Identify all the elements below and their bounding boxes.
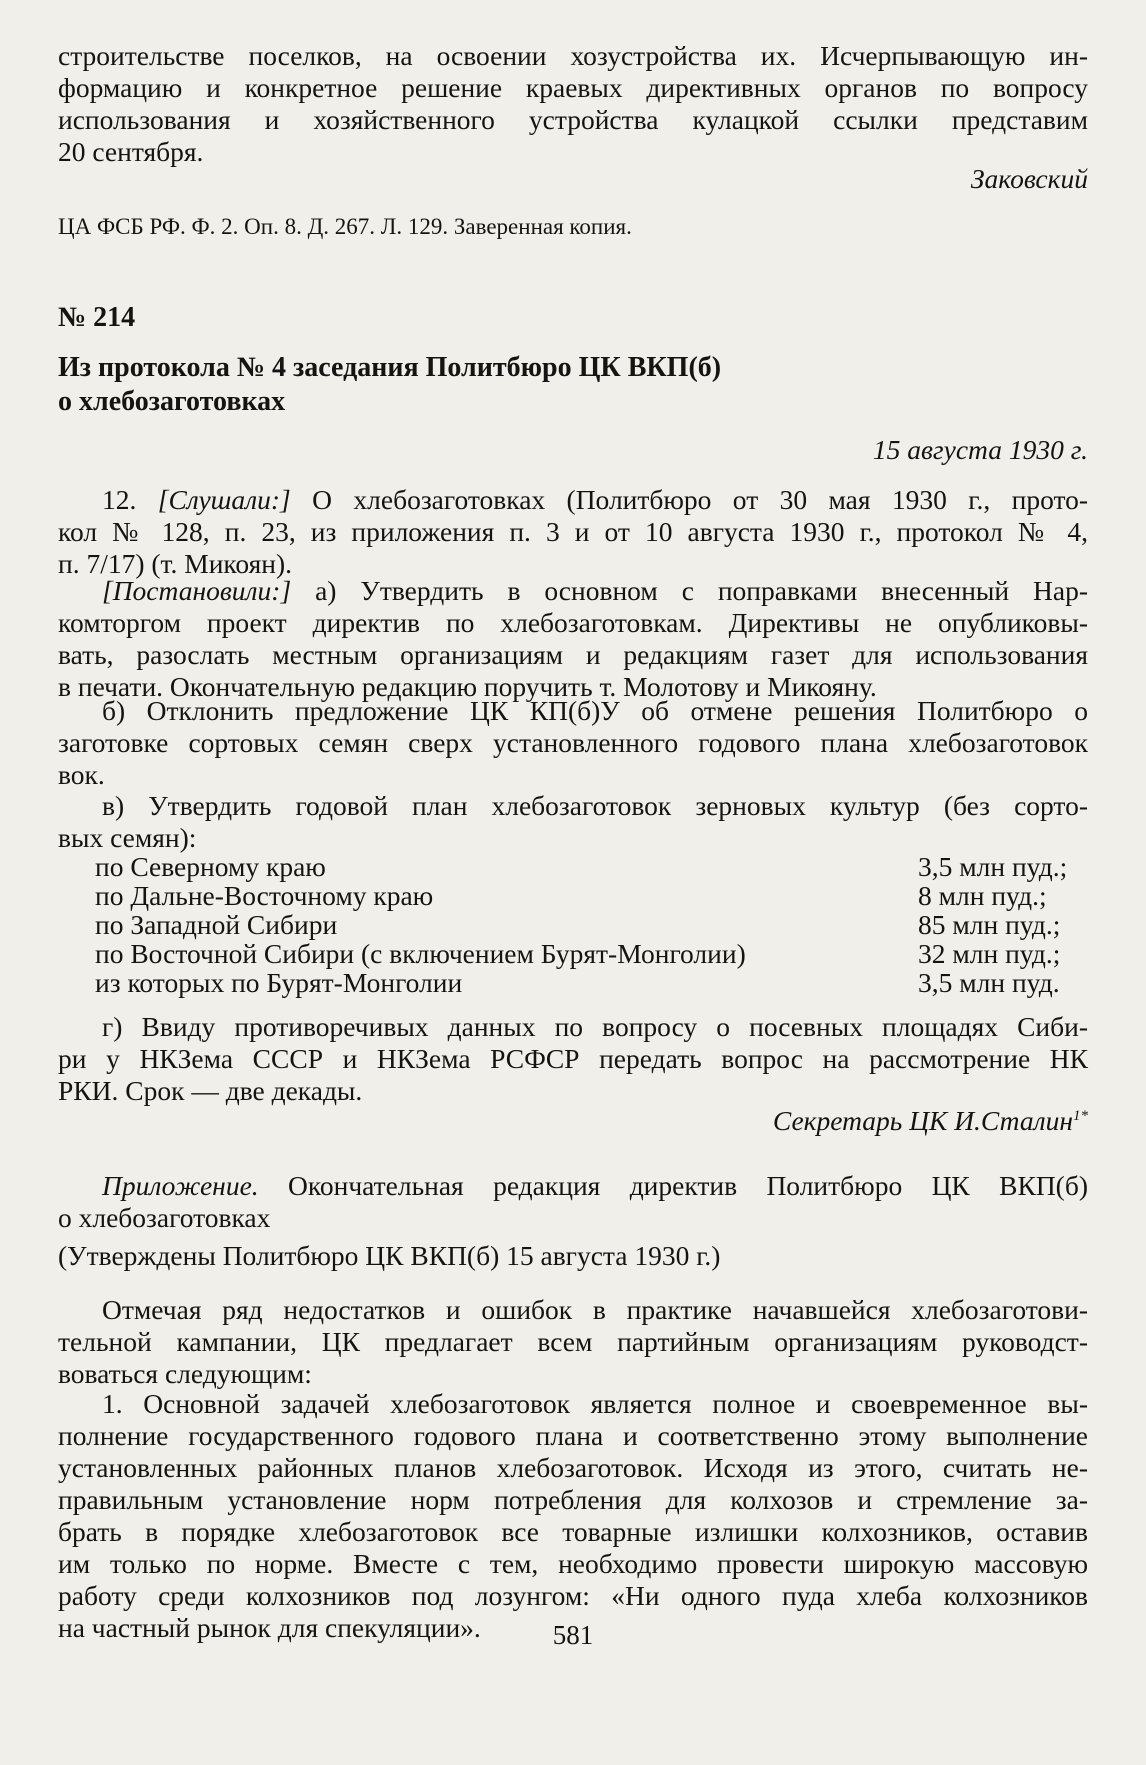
slushali-label: [Слушали:] (157, 484, 291, 515)
text-line: Отмечая ряд недостатков и ошибок в практике начавшейся хлебозаготови- (102, 1294, 1088, 1325)
text-line: тельной кампании, ЦК предлагает всем партийным организациям руководст- (58, 1326, 1088, 1357)
footnote-mark: 1* (1073, 1108, 1088, 1124)
plan-row (58, 852, 1088, 881)
item-a (58, 575, 1088, 703)
approval-note: (Утверждены Политбюро ЦК ВКП(б) 15 августа 1930 г.) (58, 1240, 721, 1271)
item-number: 12. (102, 484, 137, 515)
text-line: о хлебозаготовках (58, 1202, 271, 1233)
plan-region: по Северному краю (95, 851, 326, 882)
plan-region: по Дальне-Восточному краю (95, 880, 434, 911)
appendix-label: Приложение. (102, 1170, 259, 1201)
harvest-plan-table (58, 852, 1088, 997)
text-line: РКИ. Срок — две декады. (58, 1075, 363, 1106)
signature-stalin (58, 1100, 1088, 1137)
item-v (58, 790, 1088, 854)
plan-row (58, 968, 1088, 997)
text-line: 20 сентября. (58, 136, 204, 167)
text-line: вать, разослать местным организациям и редакциям газет для использования (58, 639, 1088, 670)
plan-row (58, 939, 1088, 968)
text-line (58, 1170, 1088, 1202)
text-line: строительстве поселков, на освоении хозустройства их. Исчерпывающую ин- (58, 40, 1088, 71)
text-line: вок. (58, 759, 105, 790)
text-line: им только по норме. Вместе с тем, необходимо провести широкую массовую (58, 1548, 1088, 1579)
text-span: Окончательная редакция директив Политбюро ЦК ВКП(б) (288, 1170, 1088, 1201)
plan-region: из которых по Бурят-Монголии (95, 967, 463, 998)
text-line (58, 575, 1088, 607)
plan-region: по Восточной Сибири (с включением Бурят-Монголии) (95, 938, 746, 969)
page-number: 581 (552, 1620, 594, 1650)
text-line: 1. Основной задачей хлебозаготовок является полное и своевременное вы- (102, 1388, 1088, 1419)
text-line: воваться следующим: (58, 1358, 312, 1389)
text-line (58, 484, 1088, 516)
text-span: О хлебозаготовках (Политбюро от 30 мая 1930 г., прото- (312, 484, 1089, 515)
text-line: в) Утвердить годовой план хлебозаготовок зерновых культур (без сорто- (102, 790, 1088, 821)
document-title (58, 351, 1088, 419)
text-line: в печати. Окончательную редакцию поручить т. Молотову и Микояну. (58, 671, 877, 702)
item-12 (58, 484, 1088, 580)
text-span: а) Утвердить в основном с поправками внесенный Нар- (315, 575, 1089, 606)
text-line: вых семян): (58, 822, 197, 853)
plan-region: по Западной Сибири (95, 909, 338, 940)
item-b (58, 695, 1088, 791)
document-date: 15 августа 1930 г. (872, 434, 1088, 465)
secretary-name: Секретарь ЦК И.Сталин (772, 1105, 1073, 1137)
text-line: кол № 128, п. 23, из приложения п. 3 и от 10 августа 1930 г., протокол № 4, (58, 516, 1088, 547)
text-line: правильным установление норм потребления для колхозов и стремление за- (58, 1484, 1088, 1515)
text-line: работу среди колхозников под лозунгом: «Ни одного пуда хлеба колхозников (58, 1580, 1088, 1611)
text-line: ри у НКЗема СССР и НКЗема РСФСР передать вопрос на рассмотрение НК (58, 1043, 1088, 1074)
text-line: заготовке сортовых семян сверх установленного годового плана хлебозаготовок (58, 727, 1088, 758)
plan-row (58, 881, 1088, 910)
text-line: установленных районных планов хлебозаготовок. Исходя из этого, считать не- (58, 1452, 1088, 1483)
item-g (58, 1011, 1088, 1107)
document-number: № 214 (58, 302, 136, 333)
text-line: б) Отклонить предложение ЦК КП(б)У об отмене решения Политбюро о (102, 695, 1088, 726)
text-line: комторгом проект директив по хлебозаготовкам. Директивы не опубликовы- (58, 607, 1088, 638)
postanovili-label: [Постановили:] (102, 575, 292, 606)
signature-zakovsky: Заковский (970, 163, 1088, 194)
plan-amount: 8 млн пуд.; (918, 880, 1047, 911)
directive-intro (58, 1294, 1088, 1390)
text-line: формацию и конкретное решение краевых директивных органов по вопросу (58, 72, 1088, 103)
plan-amount: 85 млн пуд.; (918, 909, 1061, 940)
text-line: использования и хозяйственного устройства кулацкой ссылки представим (58, 104, 1088, 135)
text-line: п. 7/17) (т. Микоян). (58, 548, 293, 579)
plan-amount: 3,5 млн пуд. (918, 967, 1060, 998)
plan-amount: 32 млн пуд.; (918, 938, 1061, 969)
plan-row (58, 910, 1088, 939)
archive-source: ЦА ФСБ РФ. Ф. 2. Оп. 8. Д. 267. Л. 129. Заверенная копия. (58, 214, 632, 239)
text-line: полнение государственного годового плана и соответственно этому выполнение (58, 1420, 1088, 1451)
text-line: г) Ввиду противоречивых данных по вопросу о посевных площадях Сиби- (102, 1011, 1088, 1042)
directive-point-1 (58, 1388, 1088, 1644)
appendix-heading (58, 1170, 1088, 1234)
plan-amount: 3,5 млн пуд.; (918, 851, 1068, 882)
text-line: на частный рынок для спекуляции». (58, 1612, 481, 1643)
text-line: брать в порядке хлебозаготовок все товарные излишки колхозников, оставив (58, 1516, 1088, 1547)
title-line: о хлебозаготовках (58, 386, 286, 417)
title-line: Из протокола № 4 заседания Политбюро ЦК ВКП(б) (58, 352, 722, 383)
previous-document-ending (58, 40, 1088, 168)
